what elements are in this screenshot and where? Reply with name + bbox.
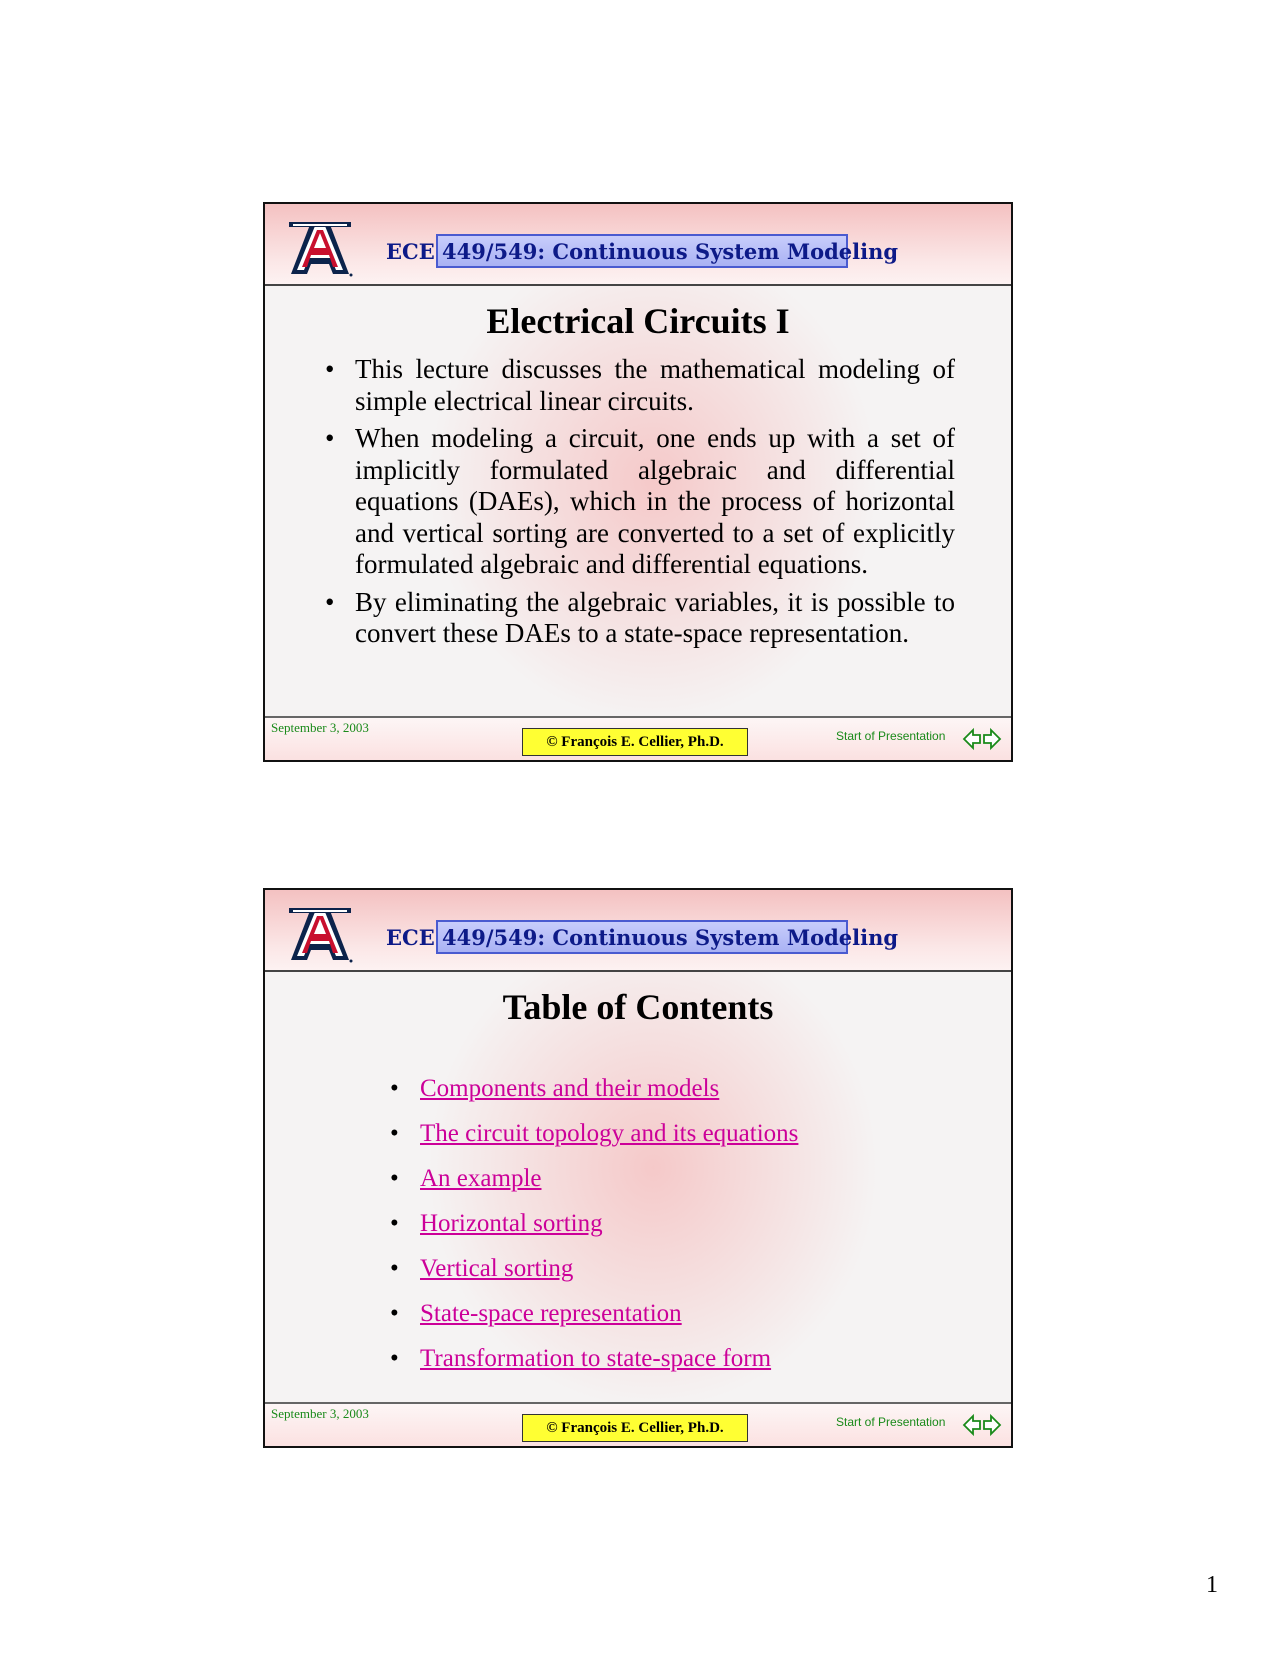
slide-footer <box>265 716 1011 760</box>
slide-header <box>265 890 1011 972</box>
bullet-item: • By eliminating the algebraic variables, it is possible to convert these DAEs to a state-space representation. <box>325 587 955 650</box>
toc-link-transformation[interactable]: Transformation to state-space form <box>420 1345 772 1372</box>
slide-title: Table of Contents <box>502 987 774 1027</box>
slide-footer <box>265 1402 1011 1446</box>
toc-item <box>390 1291 798 1336</box>
toc-item <box>390 1246 798 1291</box>
course-banner: ECE 449/549: Continuous System Modeling <box>436 920 848 954</box>
toc-link-vertical-sorting[interactable]: Vertical sorting <box>420 1255 574 1282</box>
toc-link-horizontal-sorting[interactable]: Horizontal sorting <box>420 1210 603 1237</box>
toc-item <box>390 1336 798 1381</box>
author-badge: © François E. Cellier, Ph.D. <box>522 728 748 756</box>
bullet-list <box>325 354 955 656</box>
footer-date: September 3, 2003 <box>271 1406 369 1421</box>
start-of-presentation-link[interactable]: Start of Presentation <box>836 729 946 743</box>
page-number: 1 <box>1206 1572 1218 1598</box>
toc-item <box>390 1111 798 1156</box>
toc-link-components[interactable]: Components and their models <box>420 1075 720 1102</box>
university-a-logo-icon <box>287 218 353 278</box>
start-of-presentation-link[interactable]: Start of Presentation <box>836 1415 946 1429</box>
course-banner: ECE 449/549: Continuous System Modeling <box>436 234 848 268</box>
footer-date: September 3, 2003 <box>271 720 369 735</box>
bullet-item: • This lecture discusses the mathematical modeling of simple electrical linear circuits. <box>325 354 955 417</box>
toc-link-state-space[interactable]: State-space representation <box>420 1300 682 1327</box>
university-a-logo-icon <box>287 904 353 964</box>
left-right-arrows-icon[interactable] <box>962 1413 1002 1437</box>
toc-link-example[interactable]: An example <box>420 1165 542 1192</box>
slide-header <box>265 204 1011 286</box>
slide-table-of-contents <box>263 888 1013 1448</box>
slide-title: Electrical Circuits I <box>486 301 790 341</box>
toc-item <box>390 1156 798 1201</box>
toc-item <box>390 1066 798 1111</box>
bullet-item: • When modeling a circuit, one ends up with a set of implicitly formulated algebraic and differential equations (DAEs), which in the process of horizontal and vertical sorting are converted to a set of explicitly formulated algebraic and differential equations. <box>325 423 955 581</box>
author-badge: © François E. Cellier, Ph.D. <box>522 1414 748 1442</box>
table-of-contents-list <box>390 1066 798 1381</box>
slide-electrical-circuits <box>263 202 1013 762</box>
toc-item <box>390 1201 798 1246</box>
left-right-arrows-icon[interactable] <box>962 727 1002 751</box>
toc-link-circuit-topology[interactable]: The circuit topology and its equations <box>420 1120 799 1147</box>
